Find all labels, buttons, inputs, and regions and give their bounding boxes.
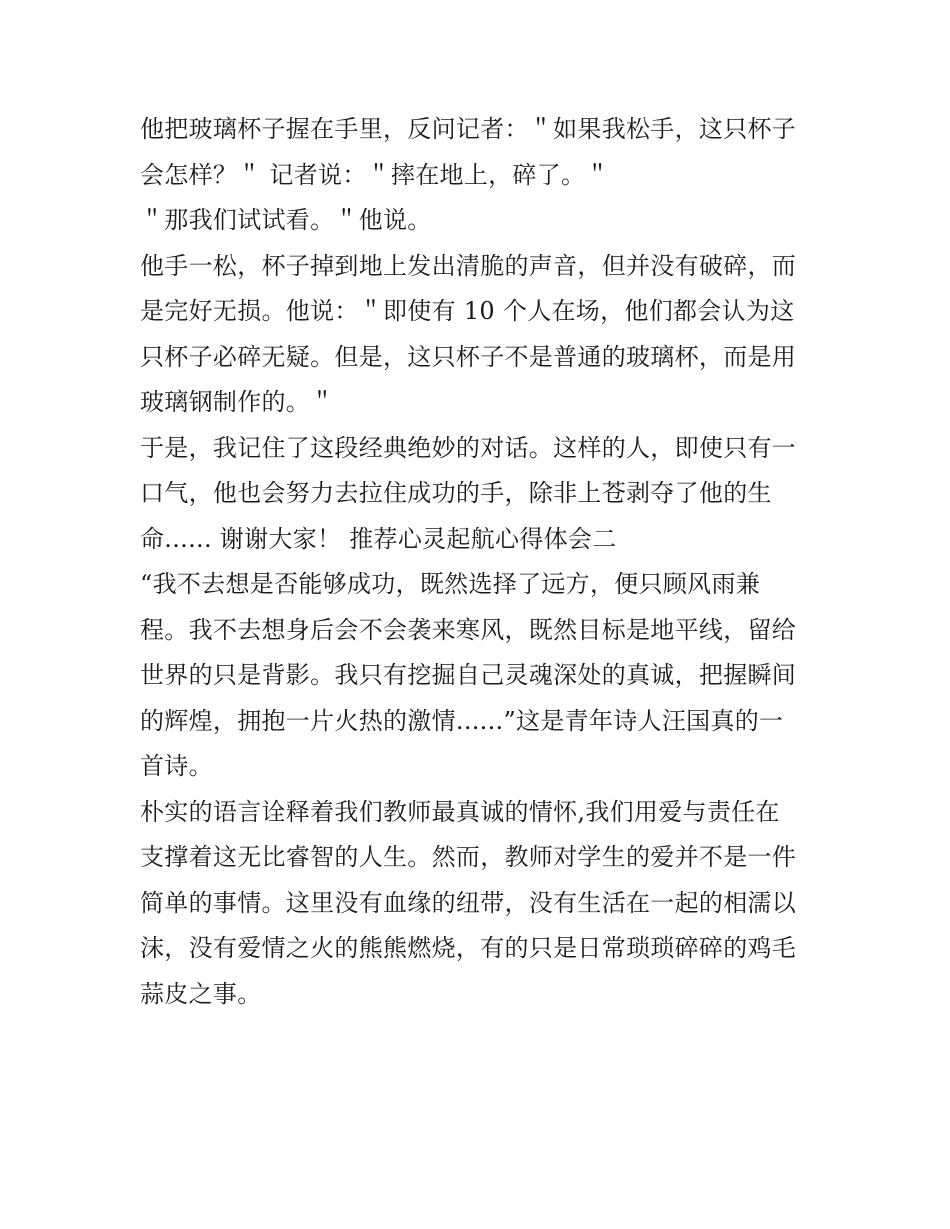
text-line: 他把玻璃杯子握在手里，反问记者：＂如果我松手，这只杯子: [140, 115, 797, 143]
text-line: 支撑着这无比睿智的人生。然而，教师对学生的爱并不是一件: [140, 843, 797, 871]
text-line: 于是，我记住了这段经典绝妙的对话。这样的人，即使只有一: [140, 433, 797, 462]
text-line: 的辉煌，拥抱一片火热的激情......”这是青年诗人汪国真的一: [140, 706, 784, 735]
text-line: ＂那我们试试看。＂他说。: [140, 206, 432, 234]
text-line: 只杯子必碎无疑。但是，这只杯子不是普通的玻璃杯，而是用: [140, 342, 797, 371]
text-line: 蒜皮之事。: [140, 979, 262, 1008]
text-line: 首诗。: [140, 752, 213, 780]
text-line: 世界的只是背影。我只有挖掘自己灵魂深处的真诚，把握瞬间: [140, 661, 797, 689]
text-line: 是完好无损。他说：＂即使有 10 个人在场，他们都会认为这: [140, 297, 795, 325]
text-line: 会怎样？＂ 记者说：＂摔在地上，碎了。＂: [140, 160, 610, 189]
text-line: 命...... 谢谢大家！ 推荐心灵起航心得体会二: [140, 524, 617, 553]
text-line: 玻璃钢制作的。＂: [140, 388, 335, 416]
text-line: 他手一松，杯子掉到地上发出清脆的声音，但并没有破碎，而: [140, 251, 797, 280]
text-line: 简单的事情。这里没有血缘的纽带，没有生活在一起的相濡以: [140, 888, 797, 917]
text-line: 朴实的语言诠释着我们教师最真诚的情怀,我们用爱与责任在: [140, 797, 780, 826]
text-line: “我不去想是否能够成功，既然选择了远方，便只顾风雨兼: [140, 570, 761, 598]
document-body: [140, 107, 820, 1017]
text-line: 沫，没有爱情之火的熊熊燃烧，有的只是日常琐琐碎碎的鸡毛: [140, 934, 797, 962]
text-line: 程。我不去想身后会不会袭来寒风，既然目标是地平线，留给: [140, 615, 797, 644]
text-line: 口气，他也会努力去拉住成功的手，除非上苍剥夺了他的生: [140, 479, 772, 507]
